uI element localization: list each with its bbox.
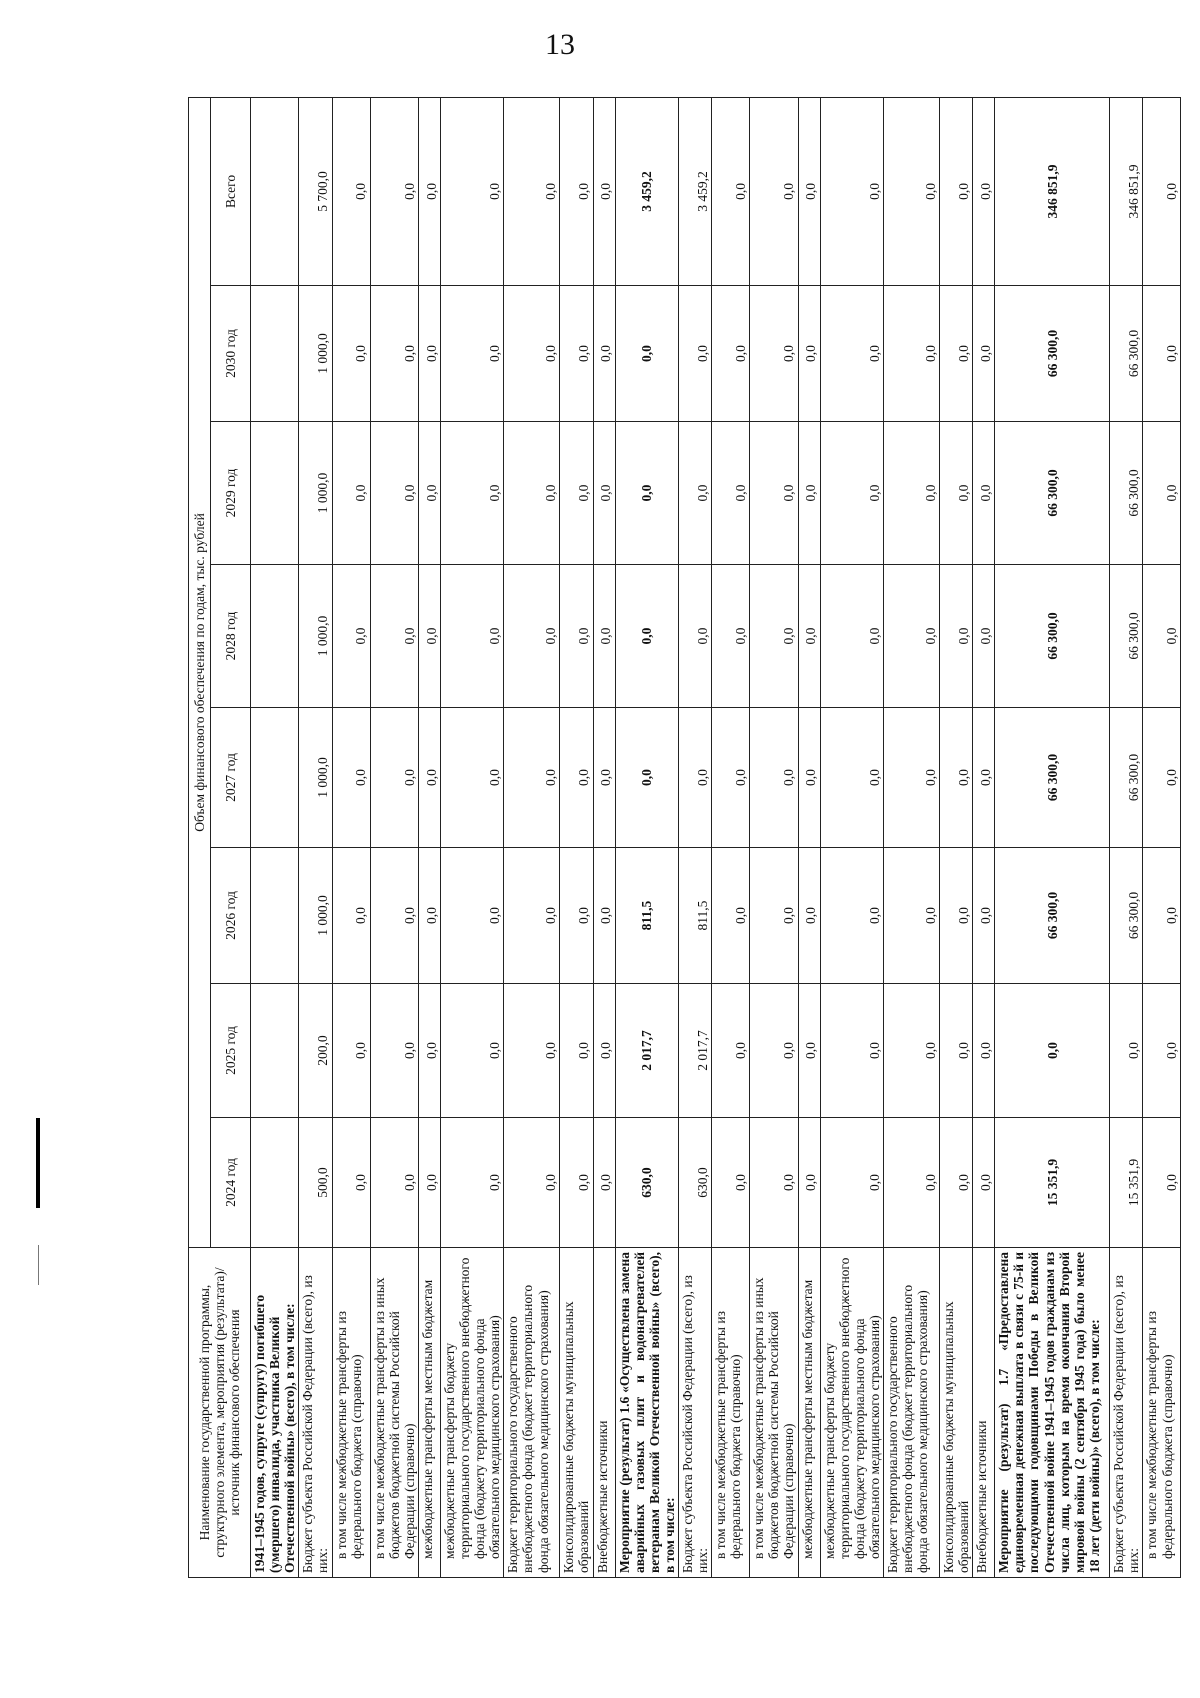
cell-value: 1 000,0 bbox=[299, 422, 332, 565]
table-row bbox=[995, 97, 1110, 1577]
table-row bbox=[593, 97, 615, 1577]
cell-value: 0,0 bbox=[939, 286, 972, 422]
row-label: в том числе межбюджетные трансферты из иных бюджетов бюджетной системы Российской Федерации (справочно) bbox=[370, 1248, 418, 1578]
table-row bbox=[615, 97, 678, 1577]
cell-value bbox=[251, 422, 299, 565]
cell-value: 0,0 bbox=[750, 422, 798, 565]
header-name-column: Наименование государственной программы, структурного элемента, мероприятия (результата)/источник финансового обеспечения bbox=[189, 1248, 251, 1578]
cell-value: 15 351,9 bbox=[995, 1118, 1110, 1248]
cell-value: 0,0 bbox=[504, 97, 560, 285]
cell-value: 0,0 bbox=[939, 984, 972, 1118]
cell-value: 0,0 bbox=[440, 708, 503, 848]
cell-value: 0,0 bbox=[750, 708, 798, 848]
cell-value: 0,0 bbox=[798, 565, 820, 708]
row-label: межбюджетные трансферты бюджету территориального государственного внебюджетного фонда (бюджету территориального фонда обязательного медицинского страхования) bbox=[820, 1248, 883, 1578]
cell-value: 0,0 bbox=[560, 708, 593, 848]
cell-value: 1 000,0 bbox=[299, 708, 332, 848]
cell-value: 0,0 bbox=[440, 565, 503, 708]
row-label: 1941–1945 годов, супруге (супругу) погибшего (умершего) инвалида, участника Великой Отечественной войны» (всего), в том числе: bbox=[251, 1248, 299, 1578]
cell-value: 346 851,9 bbox=[1110, 97, 1143, 285]
cell-value: 0,0 bbox=[440, 984, 503, 1118]
table-row bbox=[973, 97, 995, 1577]
row-label: Мероприятие (результат) 1.6 «Осуществлена замена аварийных газовых плит и водонагревателей ветеранам Великой Отечественной войны» (всего), в том числе: bbox=[615, 1248, 678, 1578]
cell-value: 0,0 bbox=[593, 984, 615, 1118]
cell-value: 2 017,7 bbox=[678, 984, 711, 1118]
cell-value: 0,0 bbox=[332, 565, 370, 708]
cell-value: 0,0 bbox=[820, 97, 883, 285]
cell-value: 0,0 bbox=[750, 848, 798, 984]
cell-value: 811,5 bbox=[678, 848, 711, 984]
cell-value: 0,0 bbox=[712, 848, 750, 984]
cell-value: 0,0 bbox=[939, 422, 972, 565]
row-label: Бюджет субъекта Российской Федерации (всего), из них: bbox=[299, 1248, 332, 1578]
cell-value: 0,0 bbox=[370, 984, 418, 1118]
row-label: в том числе межбюджетные трансферты из федерального бюджета (справочно) bbox=[712, 1248, 750, 1578]
cell-value: 0,0 bbox=[750, 1118, 798, 1248]
cell-value bbox=[251, 984, 299, 1118]
table-row bbox=[939, 97, 972, 1577]
cell-value: 3 459,2 bbox=[615, 97, 678, 285]
cell-value: 0,0 bbox=[418, 286, 440, 422]
table-row bbox=[418, 97, 440, 1577]
cell-value: 0,0 bbox=[883, 97, 939, 285]
cell-value: 0,0 bbox=[1110, 984, 1143, 1118]
cell-value: 0,0 bbox=[883, 565, 939, 708]
cell-value: 0,0 bbox=[370, 286, 418, 422]
cell-value: 3 459,2 bbox=[678, 97, 711, 285]
cell-value: 0,0 bbox=[750, 97, 798, 285]
cell-value: 0,0 bbox=[560, 848, 593, 984]
cell-value: 0,0 bbox=[678, 708, 711, 848]
scan-margin-mark-faint bbox=[38, 1245, 39, 1285]
cell-value: 0,0 bbox=[504, 422, 560, 565]
cell-value: 0,0 bbox=[1143, 984, 1181, 1118]
row-label: Бюджет субъекта Российской Федерации (всего), из них: bbox=[1110, 1248, 1143, 1578]
cell-value: 0,0 bbox=[440, 286, 503, 422]
table-row bbox=[678, 97, 711, 1577]
cell-value: 0,0 bbox=[820, 1118, 883, 1248]
cell-value: 0,0 bbox=[1143, 422, 1181, 565]
row-label: Консолидированные бюджеты муниципальных образований bbox=[560, 1248, 593, 1578]
cell-value: 0,0 bbox=[883, 1118, 939, 1248]
scan-margin-mark bbox=[36, 1118, 40, 1208]
cell-value bbox=[251, 565, 299, 708]
cell-value: 0,0 bbox=[504, 984, 560, 1118]
cell-value: 0,0 bbox=[939, 1118, 972, 1248]
cell-value: 0,0 bbox=[560, 1118, 593, 1248]
cell-value: 66 300,0 bbox=[1110, 848, 1143, 984]
cell-value: 0,0 bbox=[370, 1118, 418, 1248]
cell-value: 0,0 bbox=[504, 848, 560, 984]
cell-value: 0,0 bbox=[1143, 848, 1181, 984]
cell-value: 66 300,0 bbox=[1110, 565, 1143, 708]
cell-value: 0,0 bbox=[973, 1118, 995, 1248]
cell-value: 0,0 bbox=[820, 984, 883, 1118]
cell-value: 5 700,0 bbox=[299, 97, 332, 285]
row-label: в том числе межбюджетные трансферты из федерального бюджета (справочно) bbox=[1143, 1248, 1181, 1578]
header-year-4: 2028 год bbox=[211, 565, 251, 708]
table-row bbox=[332, 97, 370, 1577]
cell-value: 0,0 bbox=[712, 422, 750, 565]
rotated-table-block bbox=[188, 98, 1180, 1578]
cell-value: 0,0 bbox=[370, 708, 418, 848]
cell-value: 0,0 bbox=[1143, 708, 1181, 848]
row-label: Консолидированные бюджеты муниципальных образований bbox=[939, 1248, 972, 1578]
cell-value: 0,0 bbox=[750, 565, 798, 708]
row-label: Мероприятие (результат) 1.7 «Предоставлена единовременная денежная выплата в связи с 75-й и последующими годовщинами Победы в Великой Отечественной войне 1941–1945 годов гражданам из числа лиц, которым на время окончания Второй мировой войны (2 сентября 1945 года) было менее 18 лет (дети войны)» (всего), в том числе: bbox=[995, 1248, 1110, 1578]
cell-value: 0,0 bbox=[370, 97, 418, 285]
header-year-1: 2025 год bbox=[211, 984, 251, 1118]
cell-value: 0,0 bbox=[798, 708, 820, 848]
cell-value: 0,0 bbox=[332, 422, 370, 565]
cell-value: 0,0 bbox=[798, 422, 820, 565]
cell-value: 0,0 bbox=[883, 422, 939, 565]
header-year-5: 2029 год bbox=[211, 422, 251, 565]
cell-value: 0,0 bbox=[440, 422, 503, 565]
cell-value: 0,0 bbox=[973, 422, 995, 565]
cell-value: 0,0 bbox=[939, 565, 972, 708]
cell-value: 0,0 bbox=[332, 1118, 370, 1248]
cell-value: 0,0 bbox=[883, 984, 939, 1118]
row-label: в том числе межбюджетные трансферты из федерального бюджета (справочно) bbox=[332, 1248, 370, 1578]
cell-value: 0,0 bbox=[820, 286, 883, 422]
cell-value: 0,0 bbox=[332, 848, 370, 984]
cell-value bbox=[251, 286, 299, 422]
cell-value: 0,0 bbox=[332, 97, 370, 285]
cell-value: 66 300,0 bbox=[1110, 422, 1143, 565]
cell-value: 0,0 bbox=[973, 848, 995, 984]
cell-value: 0,0 bbox=[418, 97, 440, 285]
row-label: Бюджет территориального государственного внебюджетного фонда (бюджет территориального фонда обязательного медицинского страхования) bbox=[504, 1248, 560, 1578]
page-number: 13 bbox=[545, 28, 575, 61]
cell-value: 0,0 bbox=[593, 97, 615, 285]
cell-value: 0,0 bbox=[712, 708, 750, 848]
cell-value: 0,0 bbox=[798, 848, 820, 984]
cell-value bbox=[251, 708, 299, 848]
cell-value: 0,0 bbox=[973, 97, 995, 285]
cell-value: 0,0 bbox=[440, 97, 503, 285]
table-row bbox=[251, 97, 299, 1577]
cell-value: 0,0 bbox=[418, 422, 440, 565]
cell-value: 0,0 bbox=[504, 708, 560, 848]
table-body bbox=[251, 97, 1181, 1577]
cell-value: 0,0 bbox=[332, 286, 370, 422]
cell-value: 0,0 bbox=[615, 708, 678, 848]
cell-value: 0,0 bbox=[418, 984, 440, 1118]
header-volume-column: Объем финансового обеспечения по годам, тыс. рублей bbox=[189, 97, 211, 1247]
cell-value: 1 000,0 bbox=[299, 565, 332, 708]
cell-value: 0,0 bbox=[883, 286, 939, 422]
cell-value: 0,0 bbox=[678, 286, 711, 422]
cell-value: 0,0 bbox=[332, 984, 370, 1118]
cell-value: 0,0 bbox=[615, 565, 678, 708]
cell-value: 0,0 bbox=[370, 422, 418, 565]
cell-value: 0,0 bbox=[418, 848, 440, 984]
cell-value: 0,0 bbox=[615, 422, 678, 565]
cell-value: 0,0 bbox=[712, 1118, 750, 1248]
cell-value: 0,0 bbox=[560, 286, 593, 422]
cell-value: 0,0 bbox=[560, 984, 593, 1118]
cell-value: 1 000,0 bbox=[299, 286, 332, 422]
cell-value: 2 017,7 bbox=[615, 984, 678, 1118]
cell-value: 0,0 bbox=[418, 565, 440, 708]
cell-value: 811,5 bbox=[615, 848, 678, 984]
table-row bbox=[560, 97, 593, 1577]
cell-value: 0,0 bbox=[712, 286, 750, 422]
cell-value: 346 851,9 bbox=[995, 97, 1110, 285]
cell-value: 0,0 bbox=[593, 708, 615, 848]
header-year-6: 2030 год bbox=[211, 286, 251, 422]
table-row bbox=[1110, 97, 1143, 1577]
row-label: в том числе межбюджетные трансферты из иных бюджетов бюджетной системы Российской Федерации (справочно) bbox=[750, 1248, 798, 1578]
cell-value: 0,0 bbox=[1143, 97, 1181, 285]
cell-value: 0,0 bbox=[712, 984, 750, 1118]
cell-value: 0,0 bbox=[504, 565, 560, 708]
cell-value bbox=[251, 97, 299, 285]
cell-value: 0,0 bbox=[615, 286, 678, 422]
header-year-0: 2024 год bbox=[211, 1118, 251, 1248]
cell-value: 0,0 bbox=[712, 97, 750, 285]
cell-value: 0,0 bbox=[593, 848, 615, 984]
table-row bbox=[712, 97, 750, 1577]
table-row bbox=[370, 97, 418, 1577]
row-label: межбюджетные трансферты бюджету территориального государственного внебюджетного фонда (бюджету территориального фонда обязательного медицинского страхования) bbox=[440, 1248, 503, 1578]
cell-value: 0,0 bbox=[560, 565, 593, 708]
cell-value: 0,0 bbox=[973, 708, 995, 848]
cell-value: 0,0 bbox=[504, 286, 560, 422]
cell-value: 0,0 bbox=[798, 984, 820, 1118]
cell-value: 0,0 bbox=[1143, 565, 1181, 708]
cell-value: 0,0 bbox=[883, 708, 939, 848]
cell-value: 0,0 bbox=[678, 422, 711, 565]
cell-value: 0,0 bbox=[370, 565, 418, 708]
cell-value: 0,0 bbox=[750, 286, 798, 422]
cell-value: 1 000,0 bbox=[299, 848, 332, 984]
cell-value: 66 300,0 bbox=[995, 565, 1110, 708]
row-label: Внебюджетные источники bbox=[593, 1248, 615, 1578]
cell-value: 0,0 bbox=[678, 565, 711, 708]
header-year-7: Всего bbox=[211, 97, 251, 285]
cell-value: 0,0 bbox=[995, 984, 1110, 1118]
table-row bbox=[820, 97, 883, 1577]
financing-table bbox=[188, 97, 1181, 1578]
cell-value: 0,0 bbox=[504, 1118, 560, 1248]
cell-value: 0,0 bbox=[798, 286, 820, 422]
cell-value: 66 300,0 bbox=[1110, 708, 1143, 848]
cell-value: 200,0 bbox=[299, 984, 332, 1118]
cell-value: 15 351,9 bbox=[1110, 1118, 1143, 1248]
row-label: межбюджетные трансферты местным бюджетам bbox=[798, 1248, 820, 1578]
cell-value: 0,0 bbox=[973, 286, 995, 422]
row-label: Бюджет территориального государственного внебюджетного фонда (бюджет территориального фонда обязательного медицинского страхования) bbox=[883, 1248, 939, 1578]
cell-value: 500,0 bbox=[299, 1118, 332, 1248]
cell-value bbox=[251, 1118, 299, 1248]
cell-value: 0,0 bbox=[820, 708, 883, 848]
cell-value: 66 300,0 bbox=[995, 848, 1110, 984]
cell-value: 0,0 bbox=[560, 97, 593, 285]
header-year-3: 2027 год bbox=[211, 708, 251, 848]
cell-value: 0,0 bbox=[593, 1118, 615, 1248]
table-row bbox=[798, 97, 820, 1577]
cell-value: 630,0 bbox=[615, 1118, 678, 1248]
table-row bbox=[299, 97, 332, 1577]
cell-value: 66 300,0 bbox=[995, 286, 1110, 422]
table-row bbox=[750, 97, 798, 1577]
cell-value: 0,0 bbox=[939, 97, 972, 285]
row-label: Внебюджетные источники bbox=[973, 1248, 995, 1578]
cell-value: 0,0 bbox=[440, 848, 503, 984]
cell-value: 0,0 bbox=[820, 565, 883, 708]
cell-value bbox=[251, 848, 299, 984]
cell-value: 0,0 bbox=[973, 565, 995, 708]
cell-value: 0,0 bbox=[370, 848, 418, 984]
cell-value: 0,0 bbox=[820, 848, 883, 984]
cell-value: 0,0 bbox=[973, 984, 995, 1118]
header-year-2: 2026 год bbox=[211, 848, 251, 984]
cell-value: 0,0 bbox=[440, 1118, 503, 1248]
row-label: межбюджетные трансферты местным бюджетам bbox=[418, 1248, 440, 1578]
cell-value: 0,0 bbox=[418, 1118, 440, 1248]
cell-value: 66 300,0 bbox=[995, 708, 1110, 848]
cell-value: 0,0 bbox=[332, 708, 370, 848]
cell-value: 0,0 bbox=[939, 708, 972, 848]
cell-value: 66 300,0 bbox=[1110, 286, 1143, 422]
cell-value: 0,0 bbox=[750, 984, 798, 1118]
cell-value: 0,0 bbox=[883, 848, 939, 984]
cell-value: 0,0 bbox=[1143, 1118, 1181, 1248]
cell-value: 0,0 bbox=[593, 565, 615, 708]
table-row bbox=[883, 97, 939, 1577]
cell-value: 0,0 bbox=[593, 286, 615, 422]
cell-value: 0,0 bbox=[418, 708, 440, 848]
cell-value: 0,0 bbox=[560, 422, 593, 565]
table-row bbox=[504, 97, 560, 1577]
cell-value: 0,0 bbox=[1143, 286, 1181, 422]
cell-value: 0,0 bbox=[939, 848, 972, 984]
cell-value: 0,0 bbox=[820, 422, 883, 565]
cell-value: 630,0 bbox=[678, 1118, 711, 1248]
cell-value: 0,0 bbox=[593, 422, 615, 565]
row-label: Бюджет субъекта Российской Федерации (всего), из них: bbox=[678, 1248, 711, 1578]
cell-value: 0,0 bbox=[798, 97, 820, 285]
cell-value: 0,0 bbox=[798, 1118, 820, 1248]
cell-value: 0,0 bbox=[712, 565, 750, 708]
cell-value: 66 300,0 bbox=[995, 422, 1110, 565]
table-row bbox=[440, 97, 503, 1577]
table-row bbox=[1143, 97, 1181, 1577]
